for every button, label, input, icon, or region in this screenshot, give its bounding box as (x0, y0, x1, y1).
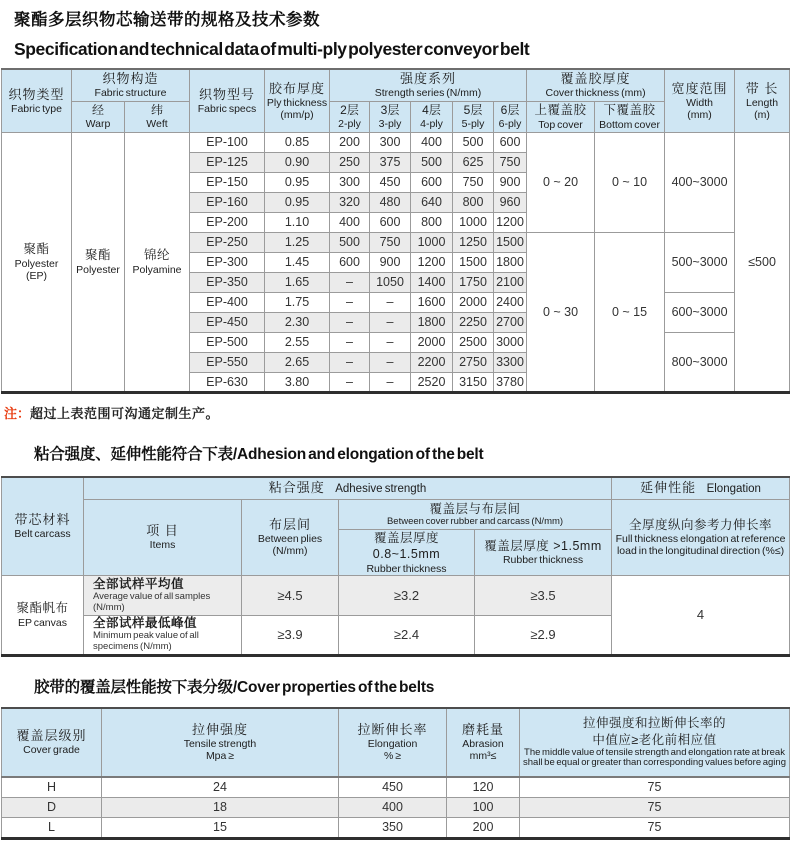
en-label: (EP) (26, 269, 47, 282)
note-text: 超过上表范围可沟通定制生产。 (30, 405, 220, 421)
cell-fabric-type (2, 132, 72, 392)
cell-rubber-thin: ≥2.4 (339, 615, 475, 655)
cell-grade: H (2, 777, 102, 798)
header-fabric-specs (190, 69, 265, 132)
cell-thickness: 1.25 (265, 232, 330, 252)
zh-label: 覆盖层与布层间 (429, 502, 521, 517)
cell-6ply: 1800 (494, 252, 527, 272)
header-weft (125, 101, 190, 132)
zh-label: 6层 (500, 102, 520, 117)
cell-6ply: 1200 (494, 212, 527, 232)
header-adhesive-strength (84, 477, 612, 500)
cell-2ply: 320 (330, 192, 370, 212)
zh-label: 粘合强度 (268, 480, 325, 496)
cell-6ply: 3000 (494, 332, 527, 352)
cell-5ply: 1750 (453, 272, 494, 292)
section-title-adhesion: 粘合强度、延伸性能符合下表/Adhesion and elongation of the belt (34, 445, 484, 463)
cell-2ply: 400 (330, 212, 370, 232)
cell-4ply: 640 (411, 192, 453, 212)
cell-4ply: 1200 (411, 252, 453, 272)
header-bottom-cover (595, 101, 665, 132)
cell-thickness: 1.75 (265, 292, 330, 312)
cell-rubber-thin: ≥3.2 (339, 575, 475, 615)
cell-width: 500~3000 (665, 232, 735, 292)
cell-4ply: 800 (411, 212, 453, 232)
cell-5ply: 500 (453, 132, 494, 152)
cell-5ply: 2000 (453, 292, 494, 312)
en-label: Cover thickness (mm) (545, 87, 646, 100)
zh-label: 聚酯 (84, 248, 111, 263)
cell-tensile: 24 (102, 777, 339, 798)
cell-top-cover: 0 ~ 30 (527, 232, 595, 392)
table-note (0, 394, 790, 422)
zh-label: 全部试样最低峰值 (93, 616, 198, 631)
cell-thickness: 0.85 (265, 132, 330, 152)
zh-label: 磨耗量 (461, 721, 504, 737)
zh-label: 全部试样平均值 (93, 576, 185, 591)
header-elongation-break (339, 708, 447, 777)
en-label: Mpa ≥ (205, 750, 235, 763)
cell-5ply: 1250 (453, 232, 494, 252)
header-4ply (411, 101, 453, 132)
en-label: Full thickness elongation at reference load in the longitudinal direction (%≤) (615, 533, 786, 558)
cell-3ply: – (370, 352, 411, 372)
en-label: Abrasion (462, 738, 504, 751)
en-label: % ≥ (383, 750, 402, 763)
cell-3ply: 1050 (370, 272, 411, 292)
cell-grade: D (2, 797, 102, 818)
cell-5ply: 2750 (453, 352, 494, 372)
cell-5ply: 2500 (453, 332, 494, 352)
en-label: (mm) (687, 108, 712, 121)
en-label: Items (149, 539, 176, 552)
cell-5ply: 1500 (453, 252, 494, 272)
en-label: Between cover rubber and carcass (N/mm) (386, 516, 564, 528)
cell-thickness: 2.30 (265, 312, 330, 332)
zh-label: 拉伸强度 (191, 721, 248, 737)
header-fabric-type (2, 69, 72, 132)
en-label: 4-ply (420, 117, 443, 130)
cell-6ply: 1500 (494, 232, 527, 252)
en-label: Length (745, 96, 779, 109)
cell-between-plies: ≥3.9 (242, 615, 339, 655)
header-elongation (612, 477, 790, 500)
cell-spec: EP-350 (190, 272, 265, 292)
header-length (735, 69, 790, 132)
en-label: Minimum peak value of all specimens (N/mm) (93, 630, 199, 653)
cell-3ply: – (370, 312, 411, 332)
header-tensile-strength (102, 708, 339, 777)
en-label: mm³≤ (469, 750, 497, 763)
cell-3ply: – (370, 372, 411, 392)
adhesion-table (1, 476, 790, 657)
cell-4ply: 2200 (411, 352, 453, 372)
zh-label: 拉断伸长率 (357, 721, 428, 737)
header-rubber-thick (475, 530, 612, 576)
cell-tensile: 15 (102, 818, 339, 839)
en-label: Rubber thickness (502, 554, 584, 567)
cell-spec: EP-550 (190, 352, 265, 372)
cell-2ply: – (330, 292, 370, 312)
cell-bottom-cover: 0 ~ 15 (595, 232, 665, 392)
cell-5ply: 1000 (453, 212, 494, 232)
zh-label: 延伸性能 (640, 480, 697, 496)
en-label: Fabric type (11, 102, 62, 115)
table-row (2, 777, 790, 798)
cell-2ply: 300 (330, 172, 370, 192)
cell-item (84, 615, 242, 655)
cell-spec: EP-500 (190, 332, 265, 352)
cell-5ply: 2250 (453, 312, 494, 332)
zh-label: 下覆盖胶 (603, 103, 656, 118)
en-label: Belt carcass (14, 528, 71, 541)
table-row (2, 575, 790, 615)
header-abrasion (447, 708, 520, 777)
table-row (2, 797, 790, 818)
cell-elongation: 400 (339, 797, 447, 818)
header-rubber-thin (339, 530, 475, 576)
en-label: Strength series (N/mm) (374, 87, 482, 100)
cell-aging: 75 (520, 777, 790, 798)
header-ply-thickness (265, 69, 330, 132)
en-label: Fabric specs (197, 102, 257, 115)
en-label: Ply thickness (mm/p) (266, 96, 328, 121)
header-2ply (330, 101, 370, 132)
zh-label: 织物类型 (8, 86, 65, 102)
zh-label: 全厚度纵向参考力伸长率 (629, 518, 773, 533)
cell-6ply: 900 (494, 172, 527, 192)
cell-4ply: 2520 (411, 372, 453, 392)
cell-3ply: 750 (370, 232, 411, 252)
en-label: Polyamine (132, 263, 182, 276)
header-strength-series (330, 69, 527, 101)
cell-elongation: 450 (339, 777, 447, 798)
cell-6ply: 2400 (494, 292, 527, 312)
header-cover-grade (2, 708, 102, 777)
cell-thickness: 1.45 (265, 252, 330, 272)
header-between-cover (339, 500, 612, 530)
page-title-zh: 聚酯多层织物芯输送带的规格及技术参数 (14, 11, 320, 29)
header-aging (520, 708, 790, 777)
cell-thickness: 2.65 (265, 352, 330, 372)
cell-tensile: 18 (102, 797, 339, 818)
cell-4ply: 500 (411, 152, 453, 172)
cell-3ply: 450 (370, 172, 411, 192)
cell-spec: EP-200 (190, 212, 265, 232)
zh-label: 带 长 (745, 80, 779, 96)
header-width (665, 69, 735, 132)
header-5ply (453, 101, 494, 132)
zh-label: 锦纶 (143, 248, 170, 263)
cell-rubber-thick: ≥3.5 (475, 575, 612, 615)
zh-label: 织物构造 (102, 71, 159, 87)
cell-spec: EP-250 (190, 232, 265, 252)
en-label: Tensile strength (183, 738, 257, 751)
page-title-en: Specification and technical data of multi-ply polyester conveyor belt (14, 39, 530, 59)
en-label: Top cover (538, 118, 583, 131)
en-label: Width (686, 96, 713, 109)
cell-6ply: 2100 (494, 272, 527, 292)
cell-4ply: 1800 (411, 312, 453, 332)
cell-2ply: – (330, 352, 370, 372)
cell-thickness: 0.95 (265, 192, 330, 212)
zh-label: 3层 (380, 102, 400, 117)
cell-aging: 75 (520, 797, 790, 818)
cell-bottom-cover: 0 ~ 10 (595, 132, 665, 232)
en-label: Weft (146, 117, 168, 130)
zh-label: 4层 (422, 102, 441, 117)
cell-6ply: 3300 (494, 352, 527, 372)
en-label: Elongation (706, 483, 761, 496)
zh-label: 带芯材料 (14, 511, 71, 527)
header-fabric-structure (72, 69, 190, 101)
en-label: 5-ply (461, 117, 485, 130)
cell-2ply: – (330, 272, 370, 292)
en-label: Bottom cover (599, 118, 660, 131)
cell-width: 400~3000 (665, 132, 735, 232)
cell-spec: EP-300 (190, 252, 265, 272)
en-label: Average value of all samples (N/mm) (93, 590, 211, 613)
cell-3ply: – (370, 332, 411, 352)
cell-width: 800~3000 (665, 332, 735, 392)
zh-label: 覆盖层级别 (16, 727, 87, 743)
zh-label: 强度系列 (400, 71, 457, 87)
cell-thickness: 0.90 (265, 152, 330, 172)
cell-6ply: 960 (494, 192, 527, 212)
cell-spec: EP-630 (190, 372, 265, 392)
cell-2ply: – (330, 372, 370, 392)
en-label: 2-ply (338, 117, 361, 130)
header-belt-carcass (2, 477, 84, 576)
zh-label: 覆盖胶厚度 (560, 71, 631, 87)
header-top-cover (527, 101, 595, 132)
cell-3ply: 300 (370, 132, 411, 152)
header-between-plies (242, 500, 339, 576)
header-items (84, 500, 242, 576)
cell-3ply: 480 (370, 192, 411, 212)
cell-thickness: 2.55 (265, 332, 330, 352)
en-label: Rubber thickness (366, 562, 447, 575)
zh-label: 经 (91, 102, 104, 117)
cell-spec: EP-400 (190, 292, 265, 312)
cell-spec: EP-150 (190, 172, 265, 192)
cell-5ply: 750 (453, 172, 494, 192)
cell-4ply: 1600 (411, 292, 453, 312)
cell-4ply: 400 (411, 132, 453, 152)
cell-6ply: 750 (494, 152, 527, 172)
en-label: Cover grade (23, 744, 80, 757)
zh-label: 纬 (150, 102, 163, 117)
cell-item (84, 575, 242, 615)
en-label: Between plies (N/mm) (257, 533, 323, 558)
cell-between-plies: ≥4.5 (242, 575, 339, 615)
cell-width: 600~3000 (665, 292, 735, 332)
cell-top-cover: 0 ~ 20 (527, 132, 595, 232)
en-label: Adhesive strength (335, 483, 427, 496)
zh-label: 拉伸强度和拉断伸长率的 (582, 716, 726, 731)
zh-label: 上覆盖胶 (534, 103, 587, 118)
section-title-cover: 胶带的覆盖层性能按下表分级/Cover properties of the belts (34, 678, 435, 696)
zh-label: 项 目 (146, 523, 179, 539)
header-warp (72, 101, 125, 132)
cell-length: ≤500 (735, 132, 790, 392)
cell-3ply: 600 (370, 212, 411, 232)
en-label: 6-ply (498, 117, 522, 130)
cell-aging: 75 (520, 818, 790, 839)
cell-warp (72, 132, 125, 392)
cell-5ply: 3150 (453, 372, 494, 392)
cell-4ply: 2000 (411, 332, 453, 352)
zh-label: 织物型号 (198, 86, 255, 102)
cell-rubber-thick: ≥2.9 (475, 615, 612, 655)
note-label: 注： (4, 405, 31, 421)
zh-label: 宽度范围 (671, 80, 728, 96)
cell-weft (125, 132, 190, 392)
cell-2ply: – (330, 332, 370, 352)
cell-6ply: 3780 (494, 372, 527, 392)
zh-label: 聚酯帆布 (16, 601, 69, 616)
cell-grade: L (2, 818, 102, 839)
cell-thickness: 1.65 (265, 272, 330, 292)
cell-thickness: 3.80 (265, 372, 330, 392)
en-label: 3-ply (378, 117, 402, 130)
cell-carcass (2, 575, 84, 655)
en-label: Polyester (14, 257, 59, 270)
cell-2ply: – (330, 312, 370, 332)
cell-spec: EP-125 (190, 152, 265, 172)
cell-5ply: 800 (453, 192, 494, 212)
cell-4ply: 1000 (411, 232, 453, 252)
cell-4ply: 600 (411, 172, 453, 192)
cell-spec: EP-450 (190, 312, 265, 332)
cell-abrasion: 120 (447, 777, 520, 798)
cell-spec: EP-100 (190, 132, 265, 152)
en-label: Polyester (76, 263, 120, 276)
cover-table (1, 707, 790, 840)
cell-abrasion: 100 (447, 797, 520, 818)
en-label: Fabric structure (94, 87, 167, 100)
en-label: (m) (754, 108, 770, 121)
zh-label: 聚酯 (23, 242, 50, 257)
zh-label: 胶布厚度 (268, 80, 325, 96)
table-row (2, 132, 790, 152)
cell-elongation-value: 4 (612, 575, 790, 655)
cell-3ply: 900 (370, 252, 411, 272)
en-label: Warp (85, 117, 111, 130)
header-cover-thickness (527, 69, 665, 101)
cell-thickness: 0.95 (265, 172, 330, 192)
cell-6ply: 600 (494, 132, 527, 152)
zh-label: 布层间 (268, 517, 311, 533)
zh-label: 中值应≥老化前相应值 (592, 732, 717, 747)
cell-3ply: – (370, 292, 411, 312)
zh-label: 2层 (340, 102, 359, 117)
header-elongation-full (612, 500, 790, 576)
header-3ply (370, 101, 411, 132)
cell-2ply: 600 (330, 252, 370, 272)
cell-abrasion: 200 (447, 818, 520, 839)
cell-4ply: 1400 (411, 272, 453, 292)
cell-thickness: 1.10 (265, 212, 330, 232)
spec-table (1, 68, 790, 394)
cell-2ply: 500 (330, 232, 370, 252)
zh-label: 5层 (463, 102, 483, 117)
cell-2ply: 200 (330, 132, 370, 152)
cell-3ply: 375 (370, 152, 411, 172)
cell-5ply: 625 (453, 152, 494, 172)
en-label: The middle value of tensile strength and elongation rate at break shall be equal or greater than corresponding values before aging (523, 746, 786, 769)
header-6ply (494, 101, 527, 132)
zh-label: 覆盖层厚度 >1.5mm (484, 539, 602, 554)
cell-2ply: 250 (330, 152, 370, 172)
cell-6ply: 2700 (494, 312, 527, 332)
cell-spec: EP-160 (190, 192, 265, 212)
cell-elongation: 350 (339, 818, 447, 839)
en-label: Elongation (367, 738, 418, 751)
zh-label: 覆盖层厚度 0.8~1.5mm (372, 531, 441, 562)
en-label: EP canvas (17, 616, 67, 629)
